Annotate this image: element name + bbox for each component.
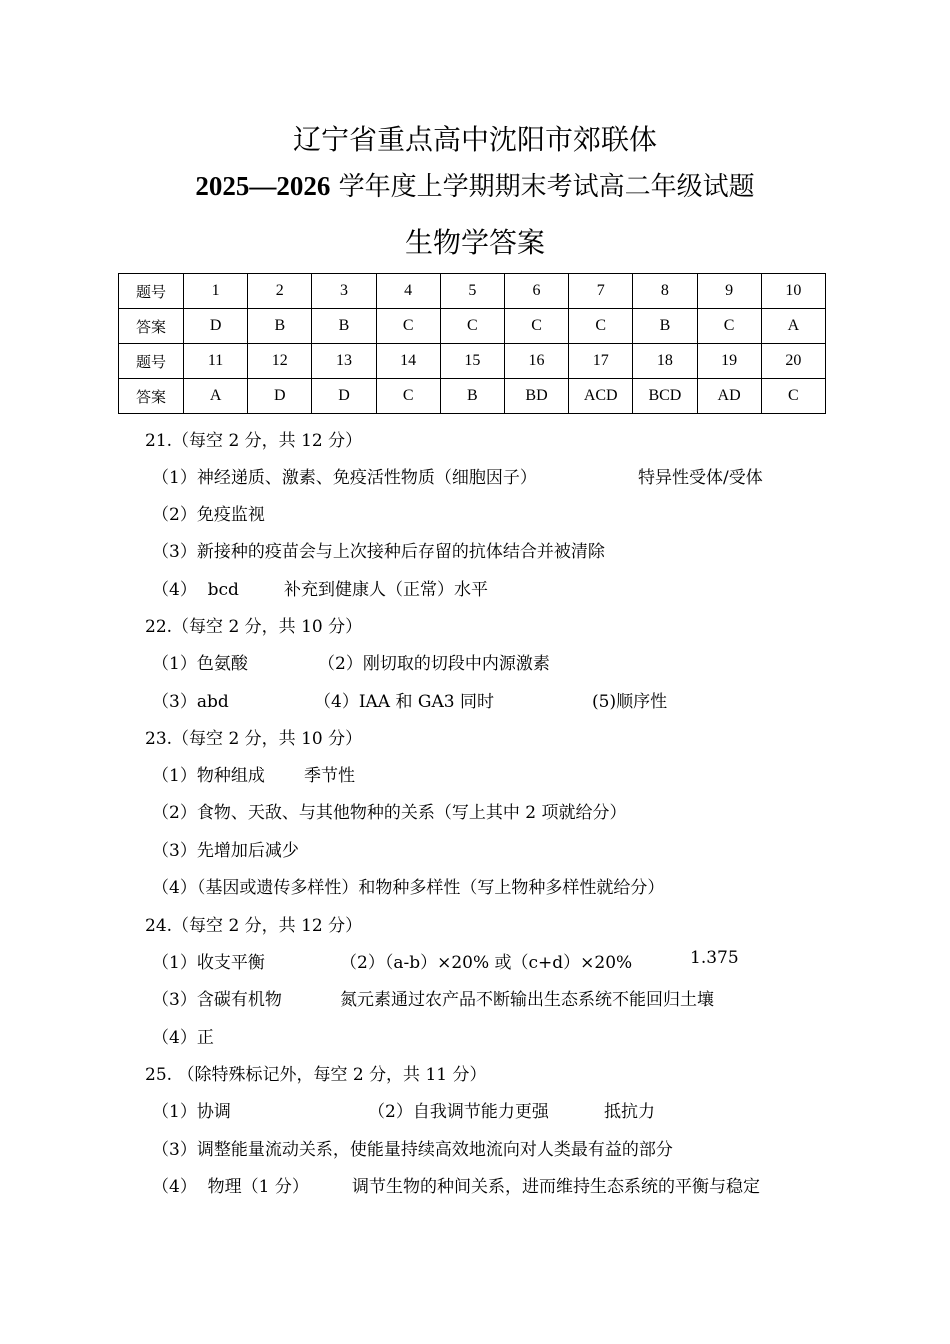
q21-answer-1a: （1）神经递质、激素、免疫活性物质（细胞因子） xyxy=(152,468,537,488)
q25-answer-4b: 调节生物的种间关系，进而维持生态系统的平衡与稳定 xyxy=(352,1177,760,1197)
table-cell: AD xyxy=(697,379,761,414)
table-cell: C xyxy=(569,309,633,344)
table-cell: 6 xyxy=(504,274,568,309)
table-cell: 1 xyxy=(184,274,248,309)
q22-answer-1: （1）色氨酸 xyxy=(152,654,248,674)
q25-answer-2b: 抵抗力 xyxy=(604,1102,655,1122)
table-cell: B xyxy=(248,309,312,344)
table-cell: 2 xyxy=(248,274,312,309)
q22-answer-3: （3）abd xyxy=(152,692,229,712)
q21-answer-1b: 特异性受体/受体 xyxy=(638,468,763,488)
q24-answer-4: （4）正 xyxy=(152,1028,214,1048)
table-cell: B xyxy=(633,309,697,344)
table-cell: C xyxy=(376,309,440,344)
table-cell: 16 xyxy=(504,344,568,379)
title-line-3: 生物学答案 xyxy=(404,226,545,259)
table-cell: 8 xyxy=(633,274,697,309)
q24-answer-3a: （3）含碳有机物 xyxy=(152,990,282,1010)
q23-answer-3: （3）先增加后减少 xyxy=(152,841,299,861)
table-cell: D xyxy=(312,379,376,414)
q24-answer-3b: 氮元素通过农产品不断输出生态系统不能回归土壤 xyxy=(340,990,714,1010)
table-cell: 13 xyxy=(312,344,376,379)
q25-answer-3: （3）调整能量流动关系，使能量持续高效地流向对人类最有益的部分 xyxy=(152,1140,673,1160)
table-cell: 15 xyxy=(440,344,504,379)
q25-answer-4a: （4） 物理（1 分） xyxy=(152,1177,309,1197)
q21-answer-2: （2）免疫监视 xyxy=(152,505,265,525)
table-cell: C xyxy=(761,379,825,414)
table-header-cell: 题号 xyxy=(119,274,184,309)
table-cell: 11 xyxy=(184,344,248,379)
title-line-2 xyxy=(0,166,950,203)
title-line-1: 辽宁省重点高中沈阳市郊联体 xyxy=(292,123,657,156)
q25-heading: 25. （除特殊标记外，每空 2 分，共 11 分） xyxy=(145,1065,487,1085)
table-cell: 3 xyxy=(312,274,376,309)
q21-answer-4a: （4） bcd xyxy=(152,580,239,600)
q21-answer-3: （3）新接种的疫苗会与上次接种后存留的抗体结合并被清除 xyxy=(152,542,605,562)
table-cell: D xyxy=(248,379,312,414)
table-cell: 7 xyxy=(569,274,633,309)
q22-answer-5: (5)顺序性 xyxy=(592,692,668,712)
table-cell: ACD xyxy=(569,379,633,414)
table-cell: B xyxy=(440,379,504,414)
table-cell: BD xyxy=(504,379,568,414)
table-row xyxy=(119,344,826,379)
table-cell: 18 xyxy=(633,344,697,379)
table-cell: B xyxy=(312,309,376,344)
table-cell: A xyxy=(184,379,248,414)
q22-answer-2: （2）刚切取的切段中内源激素 xyxy=(318,654,550,674)
table-header-cell: 答案 xyxy=(119,379,184,414)
answer-table xyxy=(118,273,826,414)
q23-answer-1b: 季节性 xyxy=(304,766,355,786)
table-header-cell: 答案 xyxy=(119,309,184,344)
table-cell: BCD xyxy=(633,379,697,414)
q25-answer-1: （1）协调 xyxy=(152,1102,231,1122)
q25-answer-2a: （2）自我调节能力更强 xyxy=(368,1102,549,1122)
table-cell: C xyxy=(697,309,761,344)
table-cell: C xyxy=(376,379,440,414)
q24-answer-2: （2）（a-b）×20% 或（c+d）×20% xyxy=(340,953,633,973)
table-row xyxy=(119,274,826,309)
table-cell: D xyxy=(184,309,248,344)
table-cell: 20 xyxy=(761,344,825,379)
table-cell: A xyxy=(761,309,825,344)
table-cell: C xyxy=(440,309,504,344)
table-cell: C xyxy=(504,309,568,344)
table-cell: 5 xyxy=(440,274,504,309)
title-exam: 学年度上学期期末考试高二年级试题 xyxy=(338,172,755,202)
q22-answer-4: （4）IAA 和 GA3 同时 xyxy=(314,692,494,712)
q23-answer-2: （2）食物、天敌、与其他物种的关系（写上其中 2 项就给分） xyxy=(152,803,627,823)
table-cell: 19 xyxy=(697,344,761,379)
table-cell: 17 xyxy=(569,344,633,379)
table-cell: 10 xyxy=(761,274,825,309)
table-cell: 9 xyxy=(697,274,761,309)
table-cell: 4 xyxy=(376,274,440,309)
q24-answer-1: （1）收支平衡 xyxy=(152,953,265,973)
q22-heading: 22.（每空 2 分，共 10 分） xyxy=(145,617,363,637)
q21-heading: 21.（每空 2 分，共 12 分） xyxy=(145,431,363,451)
table-header-cell: 题号 xyxy=(119,344,184,379)
table-cell: 12 xyxy=(248,344,312,379)
q23-answer-1a: （1）物种组成 xyxy=(152,766,265,786)
q21-answer-4b: 补充到健康人（正常）水平 xyxy=(284,580,488,600)
q23-heading: 23.（每空 2 分，共 10 分） xyxy=(145,729,363,749)
table-row xyxy=(119,309,826,344)
table-row xyxy=(119,379,826,414)
table-cell: 14 xyxy=(376,344,440,379)
q24-heading: 24.（每空 2 分，共 12 分） xyxy=(145,916,363,936)
q23-answer-4: （4）（基因或遗传多样性）和物种多样性（写上物种多样性就给分） xyxy=(152,878,665,898)
title-years: 2025—2026 xyxy=(195,171,331,201)
q24-answer-2b: 1.375 xyxy=(690,948,739,968)
